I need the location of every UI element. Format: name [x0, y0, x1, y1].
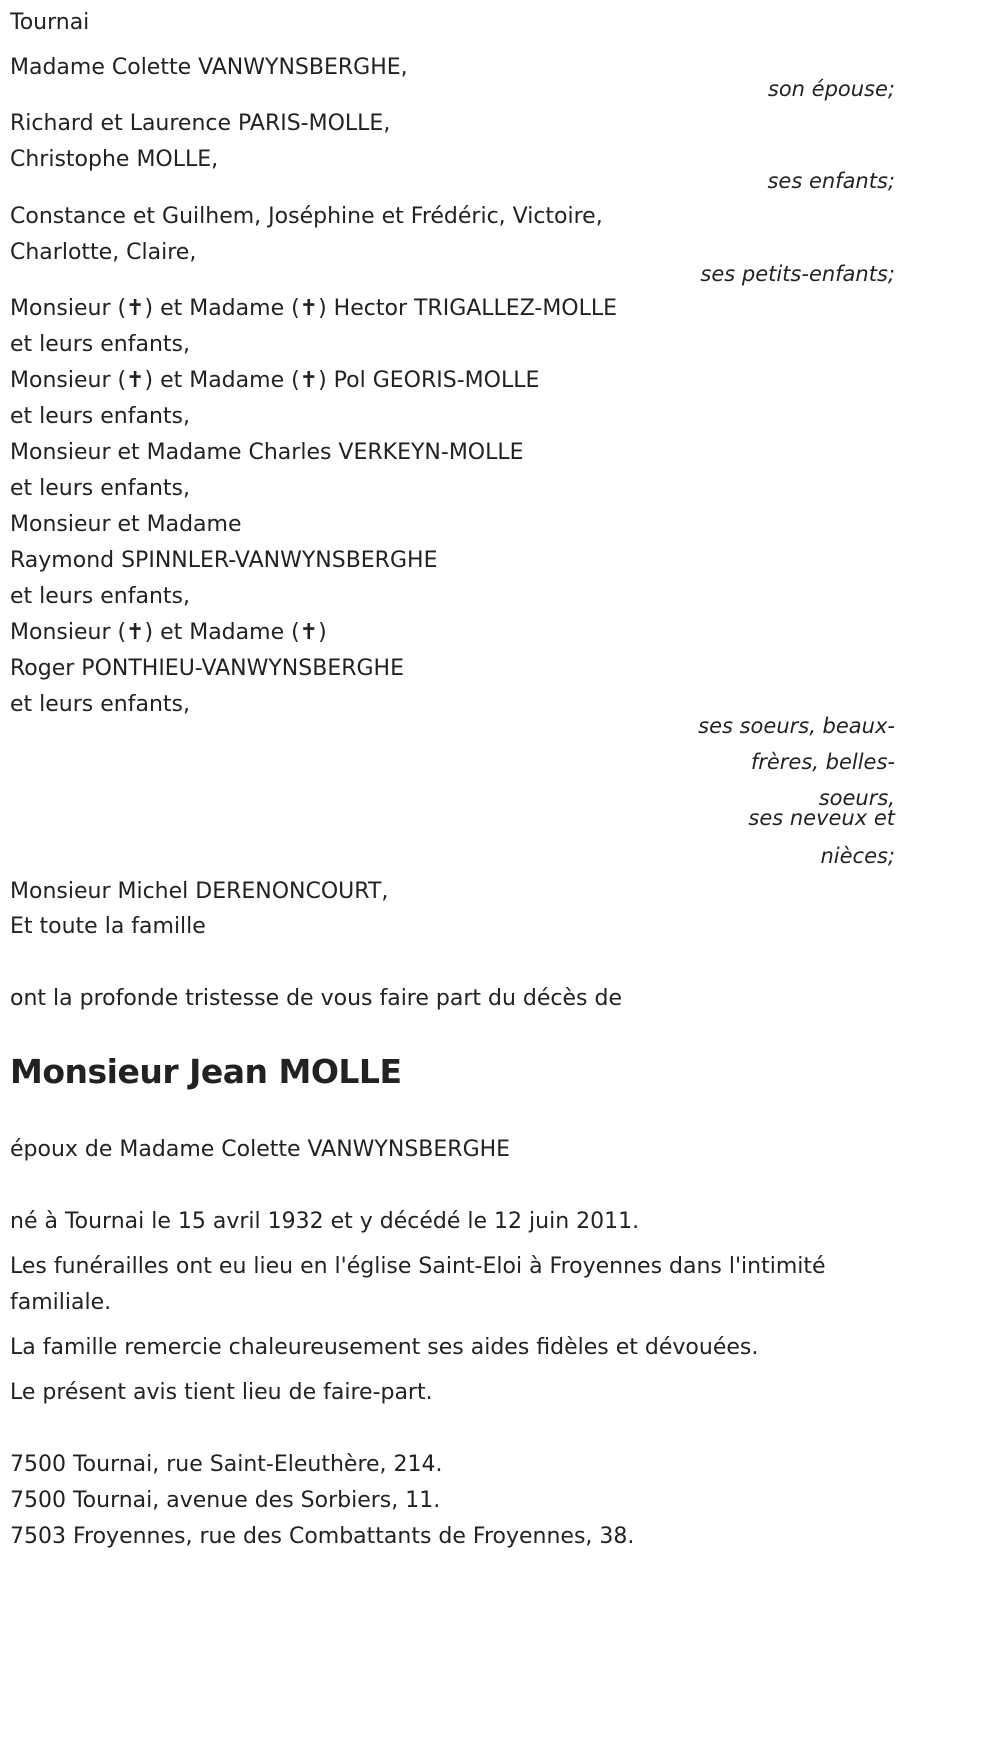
family-member-line: et leurs enfants,	[10, 692, 190, 717]
relation-label: ses soeurs, beaux-	[698, 714, 895, 738]
relation-label: ses enfants;	[767, 169, 895, 193]
deceased-name: Monsieur Jean MOLLE	[10, 1052, 402, 1091]
relation-label: frères, belles-	[750, 750, 895, 774]
family-member-line: et leurs enfants,	[10, 476, 190, 501]
address-line: 7500 Tournai, rue Saint-Eleuthère, 214.	[10, 1452, 443, 1477]
relation-label: ses petits-enfants;	[700, 262, 895, 286]
family-member-line: Roger PONTHIEU-VANWYNSBERGHE	[10, 656, 404, 681]
funeral-text: Les funérailles ont eu lieu en l'église Saint-Eloi à Froyennes dans l'intimité familiale.	[10, 1254, 826, 1315]
relation-label: son épouse;	[767, 77, 895, 101]
family-member-line: et leurs enfants,	[10, 332, 190, 357]
family-member-line: Monsieur et Madame	[10, 512, 242, 537]
family-member-line: Monsieur (✝) et Madame (✝)	[10, 620, 327, 645]
announcement-text: ont la profonde tristesse de vous faire part du décès de	[10, 986, 622, 1011]
family-member-line: Monsieur et Madame Charles VERKEYN-MOLLE	[10, 440, 524, 465]
family-member-line: Monsieur Michel DERENONCOURT,	[10, 879, 389, 904]
family-member-line: Et toute la famille	[10, 914, 206, 939]
thanks-text: La famille remercie chaleureusement ses aides fidèles et dévouées.	[10, 1335, 759, 1360]
family-member-line: Madame Colette VANWYNSBERGHE,	[10, 55, 408, 80]
family-member-line: Christophe MOLLE,	[10, 147, 219, 172]
family-member-line: Monsieur (✝) et Madame (✝) Hector TRIGALLEZ-MOLLE	[10, 296, 618, 321]
family-member-line: Raymond SPINNLER-VANWYNSBERGHE	[10, 548, 438, 573]
family-member-line: Monsieur (✝) et Madame (✝) Pol GEORIS-MOLLE	[10, 368, 540, 393]
relation-label: soeurs,	[818, 786, 895, 810]
address-line: 7500 Tournai, avenue des Sorbiers, 11.	[10, 1488, 441, 1513]
family-member-line: Richard et Laurence PARIS-MOLLE,	[10, 111, 391, 136]
notice-text: Le présent avis tient lieu de faire-part.	[10, 1380, 433, 1405]
relation-label: nièces;	[820, 844, 895, 868]
spouse-line: époux de Madame Colette VANWYNSBERGHE	[10, 1137, 511, 1162]
family-member-line: et leurs enfants,	[10, 584, 190, 609]
birth-death-line: né à Tournai le 15 avril 1932 et y décédé le 12 juin 2011.	[10, 1209, 640, 1234]
address-line: 7503 Froyennes, rue des Combattants de Froyennes, 38.	[10, 1524, 635, 1549]
city-heading: Tournai	[10, 10, 90, 35]
family-member-line: Constance et Guilhem, Joséphine et Frédéric, Victoire,	[10, 204, 603, 229]
family-member-line: Charlotte, Claire,	[10, 240, 197, 265]
relation-label: ses neveux et	[748, 806, 895, 830]
family-member-line: et leurs enfants,	[10, 404, 190, 429]
